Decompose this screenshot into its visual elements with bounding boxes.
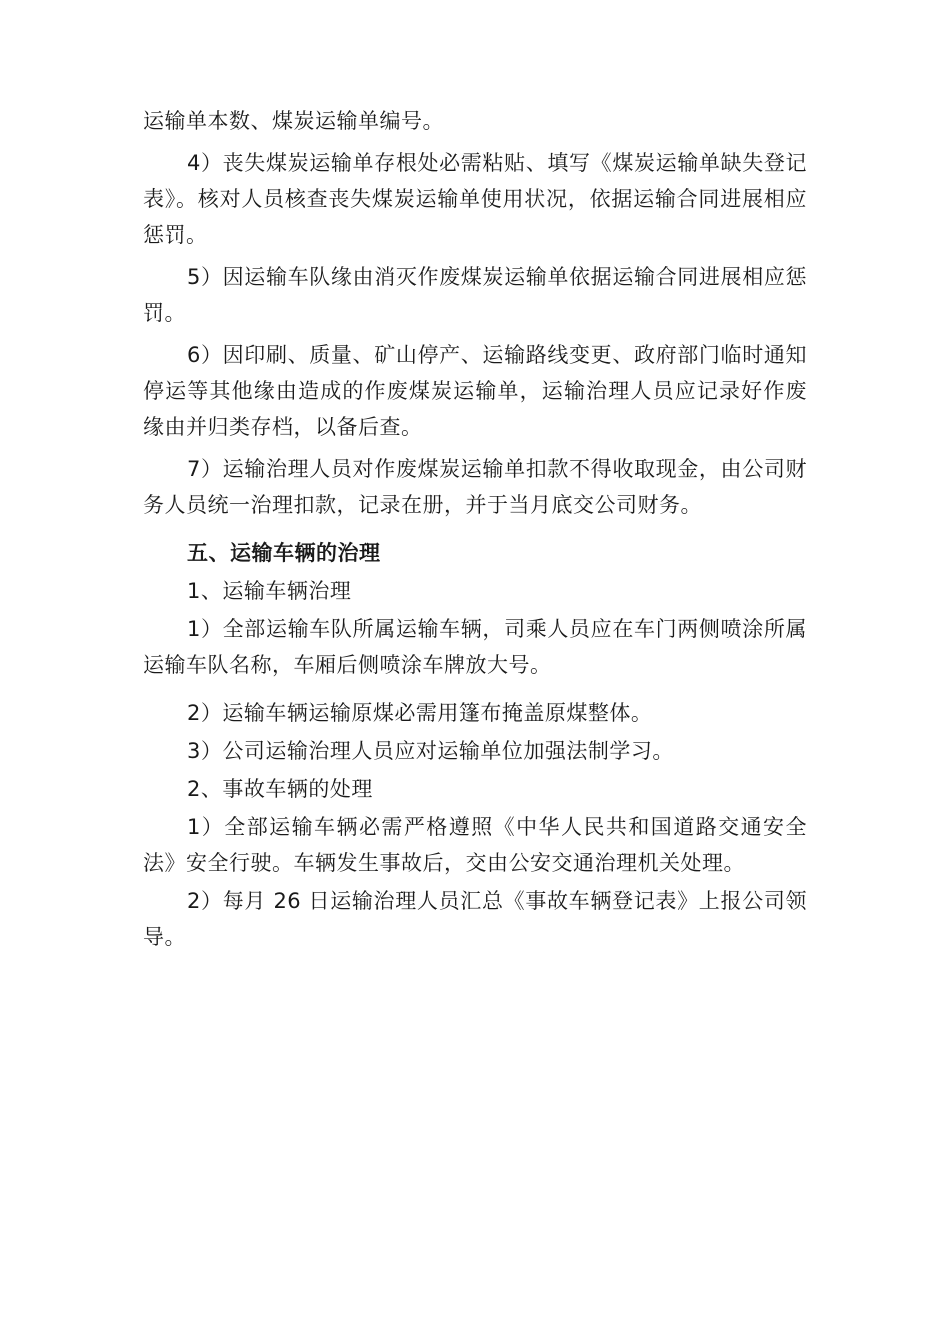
paragraph-item-4: 4）丧失煤炭运输单存根处必需粘贴、填写《煤炭运输单缺失登记表》。核对人员核查丧失煤炭运输单使用状况，依据运输合同进展相应惩罚。 <box>143 151 807 247</box>
section-heading: 五、运输车辆的治理 <box>187 541 381 565</box>
paragraph-continuation: 运输单本数、煤炭运输单编号。 <box>143 109 444 133</box>
subsection-title-accident-handling: 2、事故车辆的处理 <box>187 777 373 801</box>
paragraph-item-7: 7）运输治理人员对作废煤炭运输单扣款不得收取现金，由公司财务人员统一治理扣款，记录在册，并于当月底交公司财务。 <box>143 457 807 517</box>
subsection-title-vehicle-management: 1、运输车辆治理 <box>187 579 352 603</box>
vehicle-item-1: 1）全部运输车队所属运输车辆，司乘人员应在车门两侧喷涂所属运输车队名称，车厢后侧喷涂车牌放大号。 <box>143 617 807 677</box>
accident-item-2: 2）每月 26 日运输治理人员汇总《事故车辆登记表》上报公司领导。 <box>143 889 807 949</box>
accident-item-1: 1）全部运输车辆必需严格遵照《中华人民共和国道路交通安全法》安全行驶。车辆发生事故后，交由公安交通治理机关处理。 <box>143 815 807 875</box>
vehicle-item-2: 2）运输车辆运输原煤必需用篷布掩盖原煤整体。 <box>187 701 653 725</box>
document-body <box>143 103 807 955</box>
vehicle-item-3: 3）公司运输治理人员应对运输单位加强法制学习。 <box>187 739 674 763</box>
paragraph-item-6: 6）因印刷、质量、矿山停产、运输路线变更、政府部门临时通知停运等其他缘由造成的作废煤炭运输单，运输治理人员应记录好作废缘由并归类存档，以备后查。 <box>143 343 807 439</box>
paragraph-item-5: 5）因运输车队缘由消灭作废煤炭运输单依据运输合同进展相应惩罚。 <box>143 265 807 325</box>
